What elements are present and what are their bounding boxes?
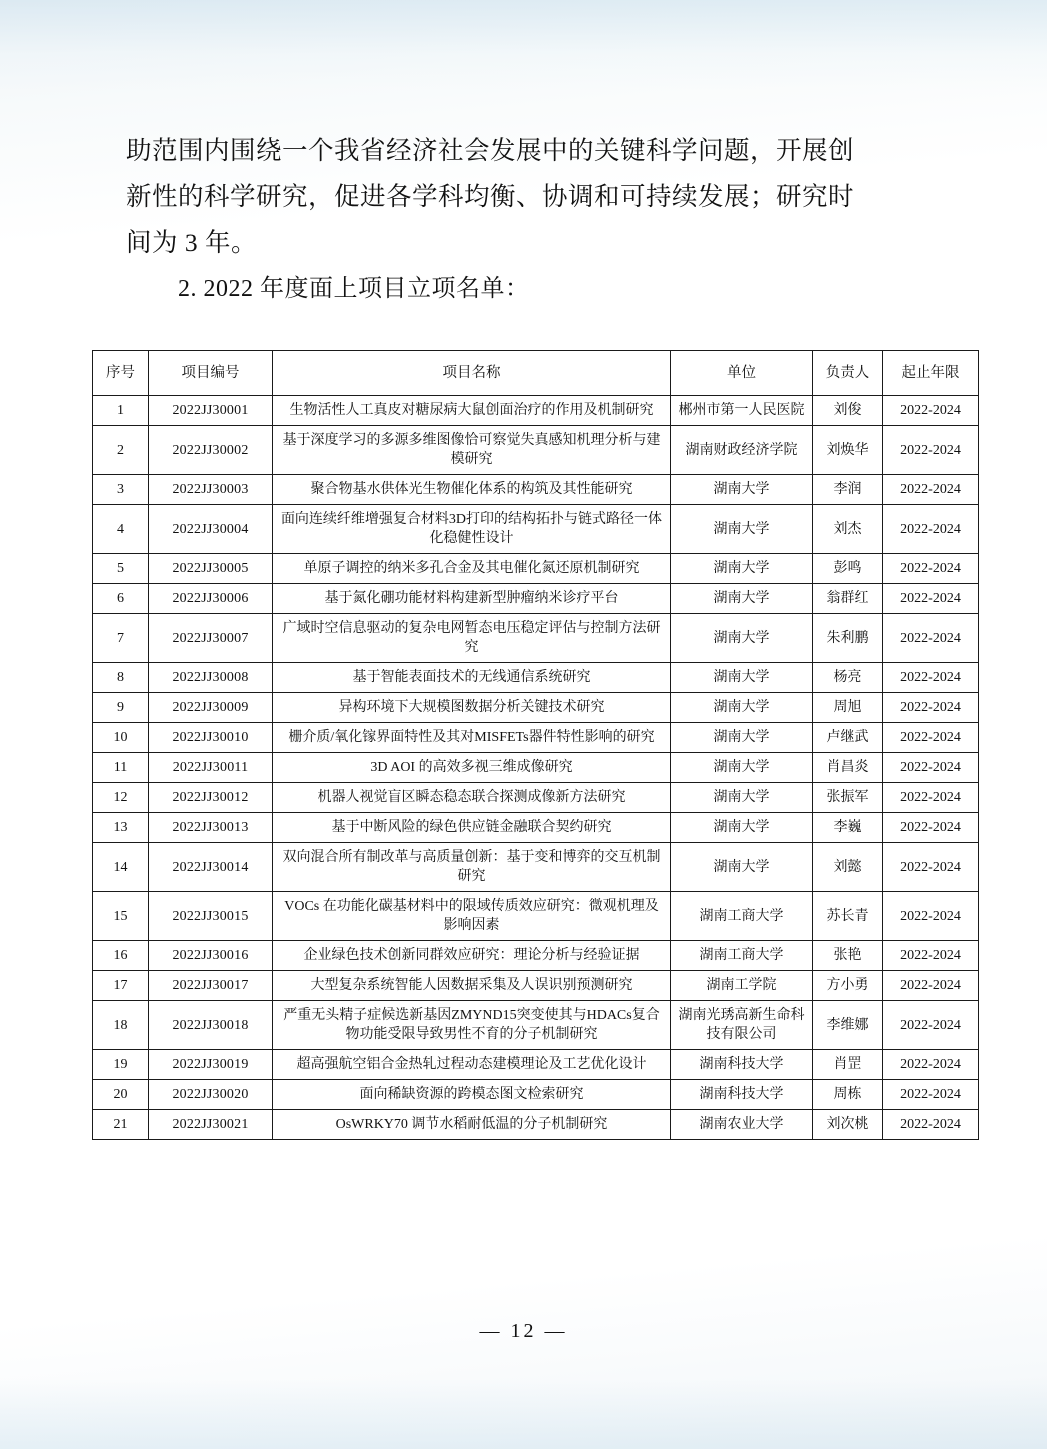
cell-person: 刘杰 bbox=[813, 505, 883, 554]
cell-title: 聚合物基水供体光生物催化体系的构筑及其性能研究 bbox=[273, 475, 671, 505]
cell-years: 2022-2024 bbox=[883, 892, 979, 941]
paragraph-line-1: 助范围内围绕一个我省经济社会发展中的关键科学问题，开展创 bbox=[126, 136, 855, 165]
cell-years: 2022-2024 bbox=[883, 663, 979, 693]
page-number: — 12 — bbox=[479, 1320, 568, 1342]
cell-unit: 湖南大学 bbox=[671, 753, 813, 783]
cell-title: 3D AOI 的高效多视三维成像研究 bbox=[273, 753, 671, 783]
cell-title: 机器人视觉盲区瞬态稳态联合探测成像新方法研究 bbox=[273, 783, 671, 813]
cell-person: 朱利鹏 bbox=[813, 614, 883, 663]
cell-no: 17 bbox=[93, 971, 149, 1001]
cell-years: 2022-2024 bbox=[883, 843, 979, 892]
cell-title: 企业绿色技术创新同群效应研究：理论分析与经验证据 bbox=[273, 941, 671, 971]
table-body bbox=[93, 396, 979, 1140]
table-row bbox=[93, 693, 979, 723]
cell-person: 肖昌炎 bbox=[813, 753, 883, 783]
cell-title: 大型复杂系统智能人因数据采集及人误识别预测研究 bbox=[273, 971, 671, 1001]
cell-person: 方小勇 bbox=[813, 971, 883, 1001]
cell-person: 彭鸣 bbox=[813, 554, 883, 584]
table-row bbox=[93, 554, 979, 584]
section-heading-text: 2. 2022 年度面上项目立项名单： bbox=[178, 276, 530, 302]
cell-unit: 湖南大学 bbox=[671, 614, 813, 663]
cell-no: 1 bbox=[93, 396, 149, 426]
cell-code: 2022JJ30006 bbox=[149, 584, 273, 614]
paragraph-line-2: 新性的科学研究，促进各学科均衡、协调和可持续发展；研究时 bbox=[126, 182, 855, 211]
table-row bbox=[93, 813, 979, 843]
cell-unit: 湖南工学院 bbox=[671, 971, 813, 1001]
table-header-row bbox=[93, 351, 979, 396]
cell-years: 2022-2024 bbox=[883, 1050, 979, 1080]
cell-unit: 湖南大学 bbox=[671, 843, 813, 892]
cell-no: 5 bbox=[93, 554, 149, 584]
cell-no: 14 bbox=[93, 843, 149, 892]
cell-title: 基于中断风险的绿色供应链金融联合契约研究 bbox=[273, 813, 671, 843]
cell-title: 严重无头精子症候选新基因ZMYND15突变使其与HDACs复合物功能受限导致男性不育的分子机制研究 bbox=[273, 1001, 671, 1050]
cell-years: 2022-2024 bbox=[883, 584, 979, 614]
cell-unit: 湖南大学 bbox=[671, 475, 813, 505]
cell-code: 2022JJ30010 bbox=[149, 723, 273, 753]
cell-unit: 湖南大学 bbox=[671, 783, 813, 813]
cell-years: 2022-2024 bbox=[883, 505, 979, 554]
cell-no: 21 bbox=[93, 1110, 149, 1140]
table-row bbox=[93, 426, 979, 475]
section-heading bbox=[126, 268, 530, 303]
table-row bbox=[93, 1080, 979, 1110]
cell-years: 2022-2024 bbox=[883, 1001, 979, 1050]
cell-no: 3 bbox=[93, 475, 149, 505]
cell-person: 张艳 bbox=[813, 941, 883, 971]
column-header-code: 项目编号 bbox=[149, 351, 273, 396]
cell-code: 2022JJ30012 bbox=[149, 783, 273, 813]
cell-years: 2022-2024 bbox=[883, 971, 979, 1001]
cell-person: 卢继武 bbox=[813, 723, 883, 753]
cell-person: 翁群红 bbox=[813, 584, 883, 614]
cell-years: 2022-2024 bbox=[883, 1080, 979, 1110]
cell-code: 2022JJ30015 bbox=[149, 892, 273, 941]
cell-title: 超高强航空铝合金热轧过程动态建模理论及工艺优化设计 bbox=[273, 1050, 671, 1080]
cell-years: 2022-2024 bbox=[883, 723, 979, 753]
paragraph-line-3: 间为 3 年。 bbox=[126, 228, 258, 257]
cell-unit: 湖南大学 bbox=[671, 554, 813, 584]
cell-years: 2022-2024 bbox=[883, 475, 979, 505]
cell-no: 8 bbox=[93, 663, 149, 693]
cell-no: 10 bbox=[93, 723, 149, 753]
cell-code: 2022JJ30014 bbox=[149, 843, 273, 892]
cell-unit: 湖南大学 bbox=[671, 505, 813, 554]
cell-years: 2022-2024 bbox=[883, 396, 979, 426]
cell-no: 7 bbox=[93, 614, 149, 663]
cell-title: 生物活性人工真皮对糖尿病大鼠创面治疗的作用及机制研究 bbox=[273, 396, 671, 426]
cell-no: 18 bbox=[93, 1001, 149, 1050]
table-row bbox=[93, 723, 979, 753]
cell-person: 张振军 bbox=[813, 783, 883, 813]
cell-person: 周旭 bbox=[813, 693, 883, 723]
cell-years: 2022-2024 bbox=[883, 693, 979, 723]
cell-unit: 湖南光琇高新生命科技有限公司 bbox=[671, 1001, 813, 1050]
cell-no: 11 bbox=[93, 753, 149, 783]
table-row bbox=[93, 1001, 979, 1050]
cell-unit: 湖南工商大学 bbox=[671, 892, 813, 941]
column-header-years: 起止年限 bbox=[883, 351, 979, 396]
cell-code: 2022JJ30002 bbox=[149, 426, 273, 475]
cell-code: 2022JJ30005 bbox=[149, 554, 273, 584]
project-listing-table bbox=[92, 350, 979, 1140]
cell-years: 2022-2024 bbox=[883, 426, 979, 475]
body-paragraph bbox=[126, 128, 926, 266]
cell-person: 刘俊 bbox=[813, 396, 883, 426]
cell-years: 2022-2024 bbox=[883, 941, 979, 971]
cell-unit: 湖南科技大学 bbox=[671, 1050, 813, 1080]
cell-no: 12 bbox=[93, 783, 149, 813]
cell-unit: 湖南大学 bbox=[671, 663, 813, 693]
table-row bbox=[93, 941, 979, 971]
cell-years: 2022-2024 bbox=[883, 554, 979, 584]
cell-code: 2022JJ30007 bbox=[149, 614, 273, 663]
cell-code: 2022JJ30003 bbox=[149, 475, 273, 505]
cell-person: 刘懿 bbox=[813, 843, 883, 892]
cell-code: 2022JJ30021 bbox=[149, 1110, 273, 1140]
cell-code: 2022JJ30008 bbox=[149, 663, 273, 693]
cell-person: 周栋 bbox=[813, 1080, 883, 1110]
column-header-person: 负责人 bbox=[813, 351, 883, 396]
cell-unit: 郴州市第一人民医院 bbox=[671, 396, 813, 426]
cell-title: 基于深度学习的多源多维图像恰可察觉失真感知机理分析与建模研究 bbox=[273, 426, 671, 475]
cell-title: 基于智能表面技术的无线通信系统研究 bbox=[273, 663, 671, 693]
table-row bbox=[93, 1110, 979, 1140]
cell-years: 2022-2024 bbox=[883, 813, 979, 843]
table-row bbox=[93, 971, 979, 1001]
cell-title: 基于氮化硼功能材料构建新型肿瘤纳米诊疗平台 bbox=[273, 584, 671, 614]
cell-title: VOCs 在功能化碳基材料中的限域传质效应研究：微观机理及影响因素 bbox=[273, 892, 671, 941]
table-row bbox=[93, 663, 979, 693]
cell-unit: 湖南大学 bbox=[671, 584, 813, 614]
table-row bbox=[93, 584, 979, 614]
cell-no: 20 bbox=[93, 1080, 149, 1110]
scan-gradient-top bbox=[0, 0, 1047, 90]
cell-years: 2022-2024 bbox=[883, 614, 979, 663]
table-row bbox=[93, 783, 979, 813]
cell-unit: 湖南大学 bbox=[671, 693, 813, 723]
cell-no: 15 bbox=[93, 892, 149, 941]
table-row bbox=[93, 475, 979, 505]
cell-unit: 湖南工商大学 bbox=[671, 941, 813, 971]
cell-person: 刘焕华 bbox=[813, 426, 883, 475]
cell-unit: 湖南科技大学 bbox=[671, 1080, 813, 1110]
table-row bbox=[93, 892, 979, 941]
cell-person: 李维娜 bbox=[813, 1001, 883, 1050]
cell-code: 2022JJ30019 bbox=[149, 1050, 273, 1080]
table-row bbox=[93, 843, 979, 892]
cell-code: 2022JJ30020 bbox=[149, 1080, 273, 1110]
cell-code: 2022JJ30016 bbox=[149, 941, 273, 971]
cell-title: 单原子调控的纳米多孔合金及其电催化氮还原机制研究 bbox=[273, 554, 671, 584]
cell-code: 2022JJ30018 bbox=[149, 1001, 273, 1050]
cell-unit: 湖南大学 bbox=[671, 813, 813, 843]
cell-no: 6 bbox=[93, 584, 149, 614]
cell-person: 苏长青 bbox=[813, 892, 883, 941]
cell-title: 广域时空信息驱动的复杂电网暂态电压稳定评估与控制方法研究 bbox=[273, 614, 671, 663]
cell-person: 杨亮 bbox=[813, 663, 883, 693]
cell-years: 2022-2024 bbox=[883, 1110, 979, 1140]
table-row bbox=[93, 1050, 979, 1080]
cell-code: 2022JJ30009 bbox=[149, 693, 273, 723]
cell-title: 栅介质/氧化镓界面特性及其对MISFETs器件特性影响的研究 bbox=[273, 723, 671, 753]
scan-gradient-bottom bbox=[0, 1379, 1047, 1449]
table-row bbox=[93, 396, 979, 426]
cell-code: 2022JJ30001 bbox=[149, 396, 273, 426]
cell-years: 2022-2024 bbox=[883, 753, 979, 783]
table-row bbox=[93, 505, 979, 554]
cell-unit: 湖南农业大学 bbox=[671, 1110, 813, 1140]
cell-years: 2022-2024 bbox=[883, 783, 979, 813]
cell-person: 李润 bbox=[813, 475, 883, 505]
cell-title: 异构环境下大规模图数据分析关键技术研究 bbox=[273, 693, 671, 723]
cell-no: 19 bbox=[93, 1050, 149, 1080]
cell-person: 肖罡 bbox=[813, 1050, 883, 1080]
cell-code: 2022JJ30013 bbox=[149, 813, 273, 843]
cell-title: 双向混合所有制改革与高质量创新：基于变和博弈的交互机制研究 bbox=[273, 843, 671, 892]
cell-no: 9 bbox=[93, 693, 149, 723]
cell-no: 4 bbox=[93, 505, 149, 554]
table-row bbox=[93, 614, 979, 663]
column-header-unit: 单位 bbox=[671, 351, 813, 396]
cell-unit: 湖南财政经济学院 bbox=[671, 426, 813, 475]
cell-person: 李巍 bbox=[813, 813, 883, 843]
cell-no: 2 bbox=[93, 426, 149, 475]
column-header-title: 项目名称 bbox=[273, 351, 671, 396]
cell-title: OsWRKY70 调节水稻耐低温的分子机制研究 bbox=[273, 1110, 671, 1140]
cell-code: 2022JJ30017 bbox=[149, 971, 273, 1001]
cell-code: 2022JJ30011 bbox=[149, 753, 273, 783]
cell-unit: 湖南大学 bbox=[671, 723, 813, 753]
table-row bbox=[93, 753, 979, 783]
cell-title: 面向稀缺资源的跨模态图文检索研究 bbox=[273, 1080, 671, 1110]
cell-no: 13 bbox=[93, 813, 149, 843]
column-header-no: 序号 bbox=[93, 351, 149, 396]
cell-title: 面向连续纤维增强复合材料3D打印的结构拓扑与链式路径一体化稳健性设计 bbox=[273, 505, 671, 554]
cell-no: 16 bbox=[93, 941, 149, 971]
cell-code: 2022JJ30004 bbox=[149, 505, 273, 554]
cell-person: 刘次桃 bbox=[813, 1110, 883, 1140]
